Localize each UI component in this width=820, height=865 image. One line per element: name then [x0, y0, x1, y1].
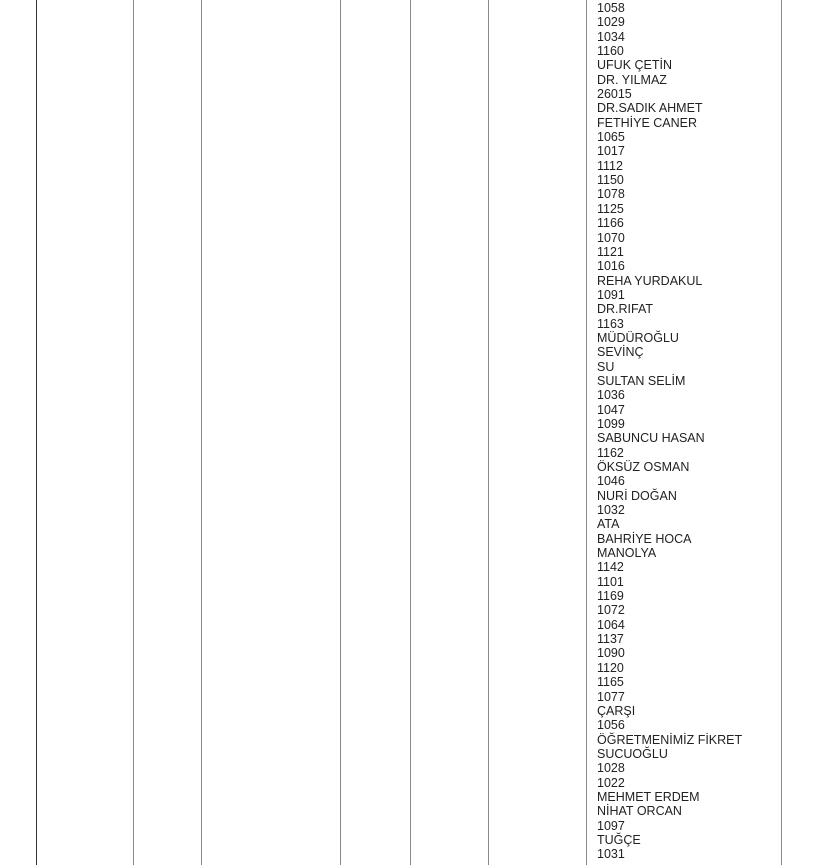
table-border-left	[36, 0, 37, 865]
cell-list-item: 1032	[597, 503, 625, 518]
cell-list-item: MANOLYA	[597, 546, 657, 561]
cell-list-item: ÖĞRETMENİMİZ FİKRET	[597, 732, 743, 747]
cell-list-item: 1142	[597, 560, 624, 575]
cell-list-item: DR. YILMAZ	[597, 72, 667, 87]
cell-list-item: 1160	[597, 44, 624, 59]
cell-list-item: 1036	[597, 388, 625, 403]
cell-list-item: BAHRİYE HOCA	[597, 531, 692, 546]
cell-list-item: 1046	[597, 474, 625, 489]
table-border-right	[781, 0, 782, 865]
cell-list-item: MEHMET ERDEM	[597, 789, 700, 804]
cell-list-item: 1070	[597, 230, 625, 245]
cell-list-item: UFUK ÇETİN	[597, 58, 672, 73]
cell-list-item: 1166	[597, 216, 624, 231]
cell-list-item: SULTAN SELİM	[597, 373, 686, 388]
cell-list-item: 1047	[597, 402, 625, 417]
cell-list-item: ÖKSÜZ OSMAN	[597, 460, 690, 474]
cell-list-item: 1031	[597, 847, 625, 862]
cell-list-item: 1165	[597, 675, 624, 690]
cell-list-item: 1090	[597, 646, 625, 661]
cell-list-item: 1078	[597, 187, 625, 202]
cell-list-item: 26015	[597, 87, 632, 102]
column-divider-4	[410, 0, 411, 865]
cell-list-item: 1169	[597, 589, 624, 604]
cell-list-item: 1065	[597, 130, 625, 145]
cell-list-item: 1028	[597, 761, 625, 776]
cell-list-item: 1099	[597, 416, 625, 431]
cell-list-item: 1101	[597, 574, 624, 589]
last-column-cell	[597, 1, 742, 862]
cell-list-item: 1097	[597, 818, 625, 833]
cell-list-item: 1077	[597, 689, 625, 704]
cell-list-item: 1162	[597, 445, 624, 460]
cell-list-item: ÇARŞI	[597, 703, 636, 718]
column-divider-3	[340, 0, 341, 865]
cell-list-item: 1058	[597, 1, 625, 15]
cell-list-item: 1022	[597, 775, 625, 790]
cell-list-item: 1120	[597, 660, 624, 675]
cell-list-item: 1125	[597, 201, 624, 216]
column-divider-6	[586, 0, 587, 865]
column-divider-5	[488, 0, 489, 865]
cell-list-item: SEVİNÇ	[597, 345, 644, 360]
cell-list-item: 1016	[597, 259, 625, 274]
cell-list-item: 1034	[597, 29, 625, 44]
cell-list-item: MÜDÜROĞLU	[597, 330, 679, 345]
cell-list-item: REHA YURDAKUL	[597, 273, 703, 288]
cell-list-item: 1091	[597, 287, 625, 302]
cell-list-item: 1029	[597, 15, 625, 30]
cell-list-item: 1163	[597, 316, 624, 331]
cell-list-item: TUĞÇE	[597, 832, 641, 847]
cell-list-item: FETHİYE CANER	[597, 115, 698, 130]
cell-list-item: 1112	[597, 158, 623, 173]
cell-list-item: 1017	[597, 144, 625, 159]
column-divider-2	[201, 0, 202, 865]
cell-list-item: 1072	[597, 603, 625, 618]
cell-list-item: SU	[597, 359, 615, 374]
cell-list-item: 1121	[597, 244, 624, 259]
cell-list-item: NURİ DOĞAN	[597, 488, 677, 503]
cell-list-item: SABUNCU HASAN	[597, 431, 705, 446]
cell-list-item: 1150	[597, 173, 624, 188]
cell-list-item: ATA	[597, 517, 620, 532]
cell-list-item: 1056	[597, 718, 625, 733]
cell-list-item: SUCUOĞLU	[597, 746, 668, 761]
cell-list-item: 1137	[597, 632, 624, 647]
cell-list-item: DR.RIFAT	[597, 302, 654, 317]
cell-list-item: 1064	[597, 617, 625, 632]
column-divider-1	[133, 0, 134, 865]
cell-list-item: NİHAT ORCAN	[597, 804, 682, 819]
cell-list-item: DR.SADIK AHMET	[597, 101, 703, 116]
